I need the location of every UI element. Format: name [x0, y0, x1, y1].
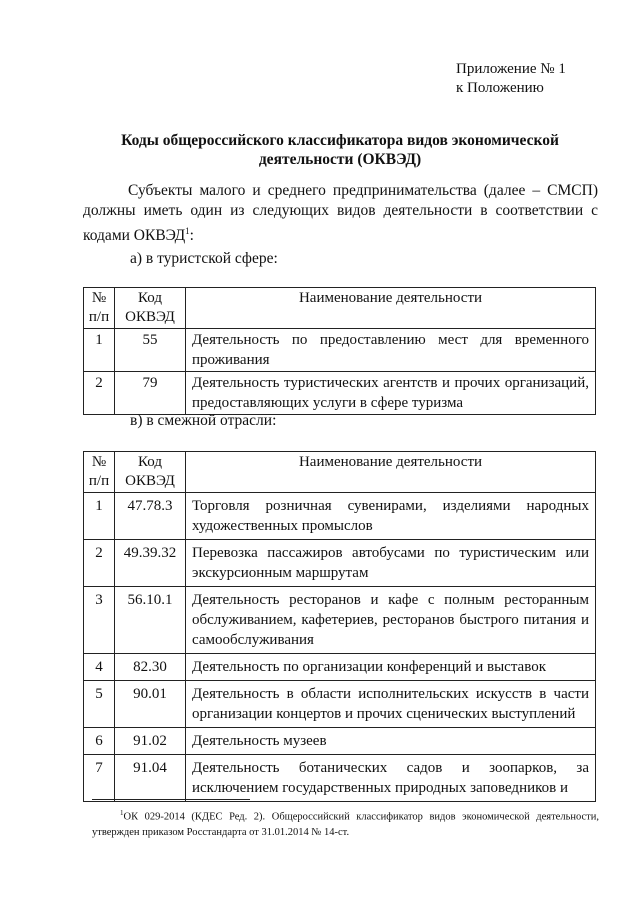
intro-trailing: :	[189, 227, 194, 245]
row-name: Деятельность по организации конференций и выставок	[186, 654, 596, 681]
section-label-tourism: а) в туристской сфере:	[130, 250, 278, 267]
intro-paragraph	[83, 181, 598, 246]
row-num: 1	[84, 329, 115, 372]
row-code: 91.02	[115, 728, 186, 755]
appendix-line-2: к Положению	[456, 80, 544, 96]
table-row	[84, 681, 596, 728]
intro-text: Субъекты малого и среднего предпринимательства (далее – СМСП) должны иметь один из следующих видов деятельности в соответствии с кодами ОКВЭД	[83, 182, 598, 245]
row-code: 55	[115, 329, 186, 372]
tourism-activities-table	[83, 287, 596, 415]
row-code: 49.39.32	[115, 540, 186, 587]
row-code: 82.30	[115, 654, 186, 681]
table-row	[84, 654, 596, 681]
table-row	[84, 493, 596, 540]
header-num: № п/п	[84, 288, 115, 329]
table-row	[84, 728, 596, 755]
appendix-line-1: Приложение № 1	[456, 61, 566, 77]
table-header-row	[84, 452, 596, 493]
section-label-related: в) в смежной отрасли:	[130, 412, 277, 429]
row-code: 91.04	[115, 755, 186, 802]
row-name: Деятельность туристических агентств и прочих организаций, предоставляющих услуги в сфере туризма	[186, 372, 596, 415]
row-code: 90.01	[115, 681, 186, 728]
row-num: 1	[84, 493, 115, 540]
related-activities-table	[83, 451, 596, 802]
row-num: 7	[84, 755, 115, 802]
footnote-separator	[92, 799, 250, 800]
header-code: Код ОКВЭД	[115, 452, 186, 493]
table-row	[84, 587, 596, 654]
row-code: 47.78.3	[115, 493, 186, 540]
row-num: 3	[84, 587, 115, 654]
row-name: Деятельность ресторанов и кафе с полным ресторанным обслуживанием, кафетериев, ресторанов быстрого питания и самообслуживания	[186, 587, 596, 654]
table-row	[84, 329, 596, 372]
row-num: 6	[84, 728, 115, 755]
footnote-reference: 1	[185, 226, 190, 236]
table-row	[84, 372, 596, 415]
header-code: Код ОКВЭД	[115, 288, 186, 329]
row-code: 56.10.1	[115, 587, 186, 654]
document-title	[90, 131, 590, 169]
title-line-1: Коды общероссийского классификатора видов экономической	[121, 132, 559, 149]
header-name: Наименование деятельности	[186, 452, 596, 493]
row-name: Деятельность музеев	[186, 728, 596, 755]
row-name: Деятельность ботанических садов и зоопарков, за исключением государственных природных заповедников и	[186, 755, 596, 802]
row-name: Перевозка пассажиров автобусами по туристическим или экскурсионным маршрутам	[186, 540, 596, 587]
row-name: Деятельность по предоставлению мест для временного проживания	[186, 329, 596, 372]
row-name: Торговля розничная сувенирами, изделиями народных художественных промыслов	[186, 493, 596, 540]
row-num: 5	[84, 681, 115, 728]
table-row	[84, 540, 596, 587]
title-line-2: деятельности (ОКВЭД)	[258, 151, 422, 168]
footnote	[92, 806, 599, 840]
row-num: 2	[84, 372, 115, 415]
footnote-marker: 1	[120, 809, 124, 817]
appendix-header	[456, 60, 566, 98]
header-name: Наименование деятельности	[186, 288, 596, 329]
table-row	[84, 755, 596, 802]
row-num: 4	[84, 654, 115, 681]
footnote-text: ОК 029-2014 (КДЕС Ред. 2). Общероссийский классификатор видов экономической деятельности, утвержден приказом Росстандарта от 31.01.2014 № 14-ст.	[92, 811, 599, 838]
row-code: 79	[115, 372, 186, 415]
row-num: 2	[84, 540, 115, 587]
row-name: Деятельность в области исполнительских искусств в части организации концертов и прочих сценических выступлений	[186, 681, 596, 728]
header-num: № п/п	[84, 452, 115, 493]
table-header-row	[84, 288, 596, 329]
